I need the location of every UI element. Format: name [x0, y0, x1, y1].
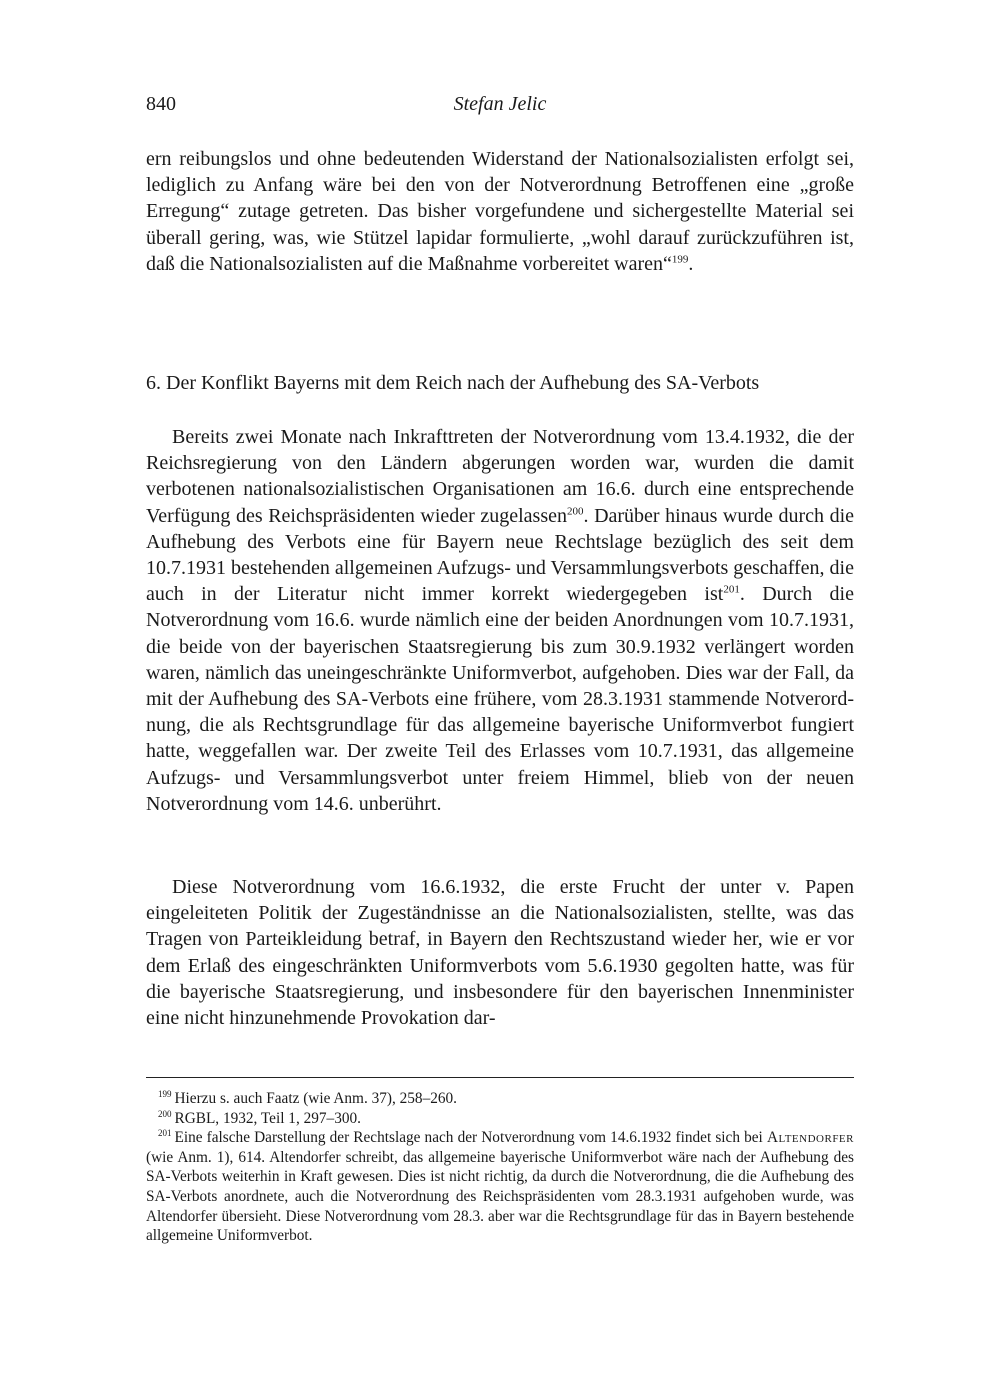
footnote-text: Eine falsche Darstellung der Rechtslage nach der Notverordnung vom 14.6.1932 findet sich bei	[174, 1129, 767, 1147]
paragraph-text: . Durch die Notverordnung vom 16.6. wurde nämlich eine der beiden Anordnungen vom 10.7.1931, die beide von der bayerischen Staatsregierung bis zum 30.9.1932 verlängert worden waren, nämlich das uneingeschränkte Uniformverbot, aufgehoben. Dies war der Fall, da mit der Aufhebung des SA-Verbots eine frühere, vom 28.3.1931 stammende Notverordnung, die als Rechtsgrundlage für das allgemeine bayerische Uniformverbot fungiert hatte, weggefallen war. Der zweite Teil des Erlasses vom 10.7.1931, das allgemeine Aufzugs- und Versammlungsverbot unter freiem Himmel, blieb von der neuen Notverordnung vom 14.6. unberührt.	[146, 583, 854, 815]
cited-author: Altendorfer	[766, 1129, 854, 1147]
footnote-text: RGBL, 1932, Teil 1, 297–300.	[174, 1109, 361, 1127]
footnote-reference[interactable]: 200	[567, 504, 584, 517]
footnote	[146, 1089, 854, 1109]
section-heading: 6. Der Konflikt Bayerns mit dem Reich nach der Aufhebung des SA-Verbots	[146, 372, 760, 394]
footnotes	[146, 1089, 854, 1246]
paragraph-text: . Darüber hinaus wurde durch die Aufhebung des Verbots eine für Bayern neue Rechtslage bezüglich des seit dem 10.7.1931 bestehenden allgemeinen Aufzugs- und Versammlungsverbots geschaffen, die auch in der Literatur nicht immer korrekt wiedergegeben ist	[146, 504, 854, 606]
footnote-number: 200	[158, 1108, 172, 1119]
body-paragraph	[146, 424, 854, 817]
footnote	[146, 1109, 854, 1129]
page-number: 840	[146, 93, 176, 115]
paragraph-text: ern reibungslos und ohne bedeutenden Widerstand der Nationalsozialisten erfolgt sei, lediglich zu Anfang wäre bei den von der Notverordnung Betroffenen eine „große Erregung“ zutage getreten. Das bisher vorgefundene und sichergestellte Material sei überall gering, was, wie Stützel lapidar formulierte, „wohl darauf zurückzuführen ist, daß die Nationalsozialisten auf die Maßnahme vorbereitet waren“	[146, 148, 854, 275]
page-header	[146, 93, 854, 119]
body-paragraph: Diese Notverordnung vom 16.6.1932, die erste Frucht der unter v. Papen eingeleiteten Politik der Zugeständnisse an die Nationalsozialisten, stellte, was das Tragen von Parteikleidung betraf, in Bayern den Rechtszustand wieder her, wie er vor dem Erlaß des eingeschränkten Uniformverbots vom 5.6.1930 gegolten hatte, was für die bayerische Staatsregierung, und insbesondere für den bayerischen Innenminister eine nicht hinzunehmende Provokation dar-	[146, 876, 854, 1030]
footnote-reference[interactable]: 199	[671, 253, 689, 266]
paragraph-text: Bereits zwei Monate nach Inkrafttreten der Notverordnung vom 13.4.1932, die der Reichsregierung von den Ländern abgerungen worden war, wurden die damit verbotenen nationalsozialistischen Organisationen am 16.6. durch eine entsprechende Verfügung des Reichspräsidenten wieder zugelassen	[146, 426, 854, 527]
footnote-text: Hierzu s. auch Faatz (wie Anm. 37), 258–260.	[174, 1090, 457, 1107]
footnote-text: (wie Anm. 1), 614. Altendorfer schreibt, das allgemeine bayerische Uniformverbot wäre nach der Aufhebung des SA-Verbots weiterhin in Kraft gewesen. Dies ist nicht richtig, da durch die Notverordnung, die die Aufhebung des SA-Verbots anordnete, auch die Notverordnung des Reichspräsidenten vom 28.3.1931 aufgehoben wurde, was Altendorfer übersieht. Diese Notverordnung vom 28.3. aber war die Rechtsgrundlage für das in Bayern bestehende allgemeine Uniformverbot.	[146, 1148, 854, 1245]
paragraph-text: .	[688, 252, 694, 275]
running-head: Stefan Jelic	[453, 93, 547, 115]
body-paragraph	[146, 146, 854, 277]
footnote-separator	[146, 1077, 854, 1078]
footnote-number: 199	[158, 1088, 172, 1099]
footnote-reference[interactable]: 201	[723, 583, 740, 596]
footnote	[146, 1128, 854, 1246]
footnote-number: 201	[158, 1128, 172, 1139]
